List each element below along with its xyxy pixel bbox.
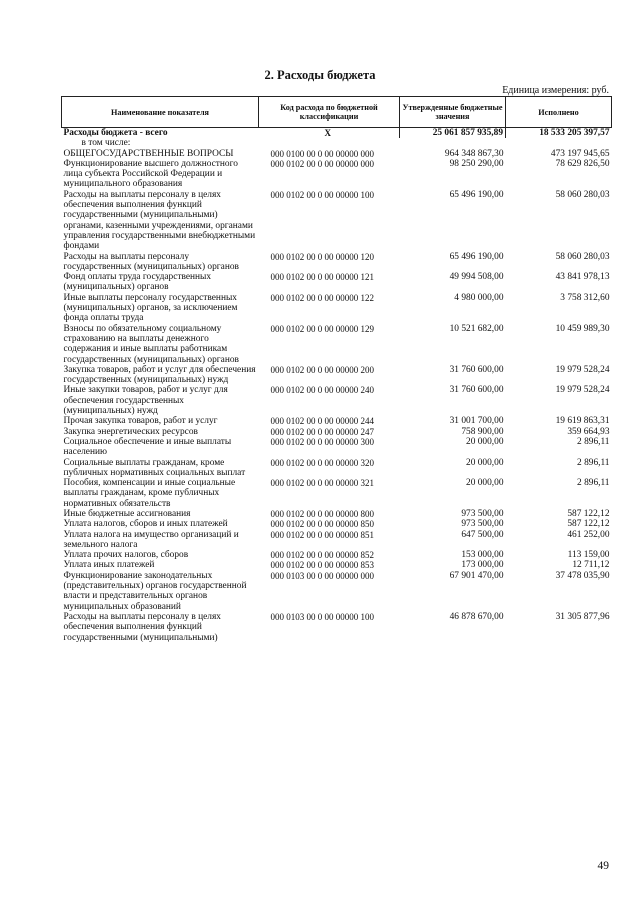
row-approved: 173 000,00 — [461, 560, 504, 571]
row-approved: 964 348 867,30 — [444, 148, 504, 159]
row-name: ОБЩЕГОСУДАРСТВЕННЫЕ ВОПРОСЫ — [63, 148, 234, 159]
row-approved: 973 500,00 — [461, 519, 504, 530]
row-executed: 12 711,12 — [572, 560, 610, 571]
row-name: Закупка товаров, работ и услуг для обеспечения государственных (муниципальных) нужд — [63, 364, 256, 386]
row-name: Функционирование высшего должностного лица субъекта Российской Федерации и муниципального образования — [63, 158, 238, 190]
row-name: Иные бюджетные ассигнования — [63, 508, 191, 519]
column-header-name: Наименование показателя — [62, 97, 259, 128]
table-row — [62, 427, 612, 437]
table-row — [62, 458, 612, 479]
row-code: 000 0102 00 0 00 00000 122 — [270, 292, 374, 303]
subhead-row — [62, 138, 612, 148]
row-name: Социальное обеспечение и иные выплаты населению — [63, 436, 232, 458]
column-header-code: Код расхода по бюджетной классификации — [259, 97, 400, 128]
table-row — [62, 416, 612, 426]
table-row — [62, 530, 612, 551]
table-row — [62, 159, 612, 190]
row-name: Прочая закупка товаров, работ и услуг — [63, 416, 218, 427]
row-name: в том числе: — [81, 138, 131, 149]
table-row — [62, 478, 612, 509]
table-row — [62, 252, 612, 273]
row-name: Закупка энергетических ресурсов — [63, 426, 198, 437]
row-approved: 973 500,00 — [461, 508, 504, 519]
row-executed: 58 060 280,03 — [555, 189, 610, 200]
row-executed: 113 159,00 — [567, 550, 610, 561]
row-name: Расходы бюджета - всего — [63, 128, 168, 138]
page-title: 2. Расходы бюджета — [264, 68, 376, 82]
row-executed: 43 841 978,13 — [555, 272, 610, 283]
row-executed: 2 896,11 — [577, 436, 610, 447]
page-number: 49 — [597, 860, 609, 872]
table-row — [62, 190, 612, 252]
row-code: 000 0102 00 0 00 00000 000 — [270, 158, 374, 169]
row-approved: 20 000,00 — [466, 457, 504, 468]
row-approved: 758 900,00 — [461, 426, 504, 437]
total-row — [62, 128, 612, 139]
row-approved: 49 994 508,00 — [449, 272, 504, 283]
row-executed: 10 459 989,30 — [555, 323, 610, 334]
row-code: 000 0102 00 0 00 00000 129 — [270, 323, 374, 334]
row-executed: 2 896,11 — [577, 478, 610, 489]
row-name: Социальные выплаты гражданам, кроме публичных нормативных социальных выплат — [63, 457, 246, 478]
row-code: 000 0102 00 0 00 00000 300 — [270, 436, 374, 447]
row-name: Иные закупки товаров, работ и услуг для обеспечения государственных (муниципальных) нужд — [63, 385, 228, 417]
row-executed: 19 979 528,24 — [555, 385, 610, 396]
row-approved: 4 980 000,00 — [454, 292, 504, 303]
row-code: 000 0100 00 0 00 00000 000 — [270, 148, 374, 159]
row-approved: 10 521 682,00 — [449, 323, 504, 334]
table-row — [62, 385, 612, 416]
row-approved: 67 901 470,00 — [449, 570, 504, 581]
row-executed: 359 664,93 — [567, 426, 610, 437]
row-executed: 3 758 312,60 — [560, 292, 610, 303]
table-row — [62, 324, 612, 365]
row-approved: 65 496 190,00 — [449, 251, 504, 262]
row-executed: 31 305 877,96 — [555, 611, 610, 622]
row-name: Уплата налога на имущество организаций и земельного налога — [63, 529, 239, 550]
row-name: Уплата налогов, сборов и иных платежей — [63, 519, 228, 530]
row-code: 000 0102 00 0 00 00000 100 — [270, 189, 374, 200]
row-executed: 19 619 863,31 — [555, 416, 610, 427]
row-executed: 78 629 826,50 — [555, 158, 610, 169]
row-approved: 20 000,00 — [466, 436, 504, 447]
budget-expenses-table — [61, 96, 612, 643]
row-name: Расходы на выплаты персоналу государственных (муниципальных) органов — [63, 251, 239, 272]
row-code: 000 0102 00 0 00 00000 851 — [270, 529, 374, 540]
column-header-approved: Утвержденные бюджетные значения — [400, 97, 506, 128]
table-row — [62, 293, 612, 324]
row-code: 000 0102 00 0 00 00000 200 — [270, 364, 374, 375]
row-executed: 37 478 035,90 — [555, 570, 610, 581]
row-executed: 473 197 945,65 — [550, 148, 610, 159]
row-approved: 98 250 290,00 — [449, 158, 504, 169]
table-row — [62, 437, 612, 458]
row-executed: 587 122,12 — [567, 519, 610, 530]
row-approved: 31 760 600,00 — [449, 385, 504, 396]
table-row — [62, 560, 612, 570]
row-name: Уплата прочих налогов, сборов — [63, 550, 189, 561]
row-approved: 25 061 857 935,89 — [400, 128, 506, 139]
row-approved: 20 000,00 — [466, 478, 504, 489]
table-row — [62, 509, 612, 519]
row-approved: 65 496 190,00 — [449, 189, 504, 200]
row-code: 000 0102 00 0 00 00000 120 — [270, 251, 374, 262]
table-row — [62, 550, 612, 560]
row-executed: 58 060 280,03 — [555, 251, 610, 262]
row-code: X — [324, 128, 331, 138]
row-code: 000 0103 00 0 00 00000 000 — [270, 570, 374, 581]
row-approved: 153 000,00 — [461, 550, 504, 561]
unit-note: Единица измерения: руб. — [502, 85, 609, 96]
row-name: Уплата иных платежей — [63, 560, 155, 571]
row-name: Фонд оплаты труда государственных (муниципальных) органов — [63, 272, 212, 293]
row-name: Расходы на выплаты персоналу в целях обеспечения выполнения функций государственными (муниципальными) — [63, 611, 221, 643]
row-executed — [506, 138, 612, 148]
table-header-row — [62, 97, 612, 128]
row-code: 000 0102 00 0 00 00000 850 — [270, 519, 374, 530]
row-code: 000 0102 00 0 00 00000 800 — [270, 508, 374, 519]
row-code: 000 0102 00 0 00 00000 320 — [270, 457, 374, 468]
row-code: 000 0102 00 0 00 00000 244 — [270, 416, 374, 427]
row-name: Функционирование законодательных (представительных) органов государственной власти и представительных органов муниципальных образований — [63, 570, 247, 612]
table-body — [62, 128, 612, 643]
row-approved: 46 878 670,00 — [449, 611, 504, 622]
row-approved: 647 500,00 — [461, 529, 504, 540]
row-executed: 587 122,12 — [567, 508, 610, 519]
row-executed: 19 979 528,24 — [555, 364, 610, 375]
row-approved: 31 760 600,00 — [449, 364, 504, 375]
row-name: Иные выплаты персоналу государственных (муниципальных) органов, за исключением фонда оплаты труда — [63, 292, 238, 324]
row-executed: 461 252,00 — [567, 529, 610, 540]
row-code: 000 0103 00 0 00 00000 100 — [270, 611, 374, 622]
row-executed: 2 896,11 — [577, 457, 610, 468]
row-code: 000 0102 00 0 00 00000 121 — [270, 272, 374, 283]
table-row — [62, 365, 612, 386]
column-header-executed: Исполнено — [506, 97, 612, 128]
row-code: 000 0102 00 0 00 00000 247 — [270, 426, 374, 437]
row-name: Пособия, компенсации и иные социальные выплаты гражданам, кроме публичных нормативных обязательств — [63, 478, 236, 509]
row-name: Расходы на выплаты персоналу в целях обеспечения выполнения функций государственными (муниципальными) органами, казенными учреждениями, органами управления государственными внебюджетными фондами — [63, 189, 256, 252]
row-executed: 18 533 205 397,57 — [506, 128, 612, 139]
row-code: 000 0102 00 0 00 00000 852 — [270, 550, 374, 561]
row-code: 000 0102 00 0 00 00000 321 — [270, 478, 374, 489]
table-row — [62, 272, 612, 293]
row-approved: 31 001 700,00 — [449, 416, 504, 427]
row-code: 000 0102 00 0 00 00000 240 — [270, 385, 374, 396]
table-row — [62, 612, 612, 643]
row-approved — [400, 138, 506, 148]
table-row — [62, 519, 612, 529]
row-code — [259, 138, 400, 148]
table-row — [62, 571, 612, 612]
row-code: 000 0102 00 0 00 00000 853 — [270, 560, 374, 571]
row-name: Взносы по обязательному социальному страхованию на выплаты денежного содержания и иные выплаты работникам государственных (муниципальных) органов — [63, 323, 239, 365]
table-row — [62, 149, 612, 159]
